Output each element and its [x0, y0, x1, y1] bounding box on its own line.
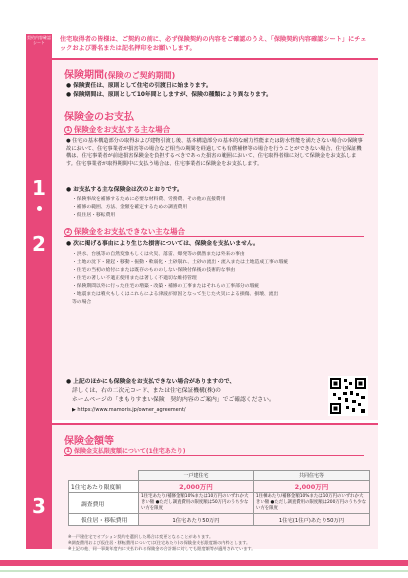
- case2-underline: [64, 236, 364, 237]
- payment-case1-subhead: ● お支払する主な保険金は次のとおりです。: [66, 187, 183, 193]
- payment-title: 保険金のお支払: [64, 112, 134, 123]
- list-item: ・仮住居・移転費用: [72, 213, 116, 218]
- number-circle-icon: 1: [64, 126, 72, 134]
- footnote-3: ※上記の他、同一事業年度内に支払われる保険金の合計額に対しても限度額等が適用されています。: [68, 546, 256, 551]
- list-item: ・洪水、台風等の自然変象もしくは火災、落雷、爆発等の偶然または外来の事由: [72, 252, 245, 257]
- list-item: ・保険事故を補修するために必要な材料費、労務費、その他の直接費用: [72, 197, 226, 202]
- amount-subtitle: 1 保険金支払限度額について(1住宅あたり): [64, 446, 186, 455]
- list-item: ・地震または噴火もしくはこれらによる津波が原因となって生じた火災による損傷、損壊、流出: [72, 292, 279, 297]
- other-line-3: ホームページの「まもりすまい保険 契約内容のご案内」でご確認ください。: [72, 397, 275, 403]
- period-line-2: ● 保険期間は、原則として10年間としますが、保険の種類により異なります。: [66, 92, 272, 98]
- row2-label: 調査費用: [69, 493, 139, 514]
- section-number-1: 1: [32, 176, 46, 200]
- qr-code-icon[interactable]: [328, 376, 368, 416]
- owner-agreement-link[interactable]: ▶ https://www.mamoris.jp/owner_agreement/: [72, 407, 186, 413]
- section-number-2: 2: [32, 232, 46, 256]
- payment-case2-head: ● 次に掲げる事由により生じた損害については、保険金を支払いません。: [66, 241, 259, 247]
- list-item: ・保険期間以外に行った住宅の増築・改築・補修の工事またはそれらの工事部分の瑕疵: [72, 284, 260, 289]
- other-line-1: ● 上記のほかにも保険金をお支払できない場合がありますので、: [66, 379, 236, 385]
- col-head-detached: 一戸建住宅: [139, 471, 254, 481]
- footnote-2: ※調査費用および仮住居・移転費用については(住宅あたり)の保険金支払限度額の内枠とします。: [68, 540, 251, 545]
- row2-note-detached: 1住宅あたり/補修金額10%または10万円のいずれか大きい額 ●ただし調査費用の限度額は50万円のうち少ない方を限度: [139, 493, 254, 514]
- number-circle-icon: 1: [64, 447, 72, 455]
- other-line-2: 詳しくは、右の二次元コード、または住宅保証機構(株)の: [72, 388, 221, 394]
- amount-title: 保険金額等: [64, 436, 114, 447]
- col-head-collective: 共同住宅等: [253, 471, 369, 481]
- bottom-green-bar: [0, 570, 408, 572]
- intro-text: 住宅取得者の皆様は、ご契約の前に、必ず保険契約の内容をご確認のうえ、「保険契約内容確認シート」にチェックおよび署名または記名押印をお願いします。: [60, 36, 367, 52]
- row3-label: 仮住居・移転費用: [69, 514, 139, 526]
- section-dot-icon: [37, 206, 42, 211]
- list-item: ・土地の沈下・隆起・移動・振動・軟弱化・土砂崩れ、土砂の流出・流入または土地造成工事の瑕疵: [72, 260, 289, 265]
- number-circle-icon: 2: [64, 228, 72, 236]
- footnote-1: ※一戸建住宅でオプション契約を選択した場合は変更となることがあります。: [68, 534, 214, 539]
- section-number-3: 3: [32, 494, 46, 518]
- list-item: 等の場合: [72, 300, 92, 305]
- period-line-1: ● 保険責任は、原則として住宅の引渡日に始まります。: [66, 83, 212, 89]
- row1-value-detached: 2,000万円: [139, 481, 254, 493]
- row2-note-collective: 1住棟あたり/補修金額10%または10万円のいずれか大きい額 ●ただし調査費用の限度額は200万円のうち少ない方を限度: [253, 493, 369, 514]
- period-title: 保険期間(保険のご契約期間): [64, 70, 176, 81]
- list-item: ・住宅の著しい不適正使用または著しく不適切な維持管理: [72, 276, 197, 281]
- payment-limit-table: [68, 470, 370, 526]
- list-item: ・補修の範囲、方法、金額を確定するための調査費用: [72, 205, 188, 210]
- amount-underline: [64, 455, 364, 456]
- bottom-accent-bar: [0, 560, 408, 566]
- payment-case1-title: 1 保険金をお支払する主な場合: [64, 124, 170, 135]
- case1-underline: [64, 134, 364, 135]
- row3-value-collective: 1住宅(1住戸)あたり50万円: [253, 514, 369, 526]
- payment-case1-paragraph: ● 住宅の基本構造部分の取得および建物引渡し後、基本構造部分の基本的な耐力性能または防水性能を満たさない場合の保険事故において、住宅事業者が損害等の場合など相当の期間を経過しても有償補修等の場合を行うことができない場合、住宅保証機構は、住宅事業者が前途損害保険金を負担するべきであった損害の範囲において、住宅取得者様に対して保険金をお支払します。住宅事業者が取得期間中に支払う場合は、住宅事業者に保険金をお支払します。: [66, 138, 363, 167]
- section-sidebar: [26, 34, 52, 549]
- payment-case2-title: 2 保険金をお支払できない主な場合: [64, 226, 185, 237]
- row3-value-detached: 1住宅あたり50万円: [139, 514, 254, 526]
- row1-label: 1住宅あたり限度額: [69, 481, 139, 493]
- row1-value-collective: 2,000万円: [253, 481, 369, 493]
- list-item: ・住宅の当初の給付にまたは既存のもののしない保険付保後の技術的な事由: [72, 268, 236, 273]
- sidebar-label: 契約内容確認シート: [27, 35, 51, 45]
